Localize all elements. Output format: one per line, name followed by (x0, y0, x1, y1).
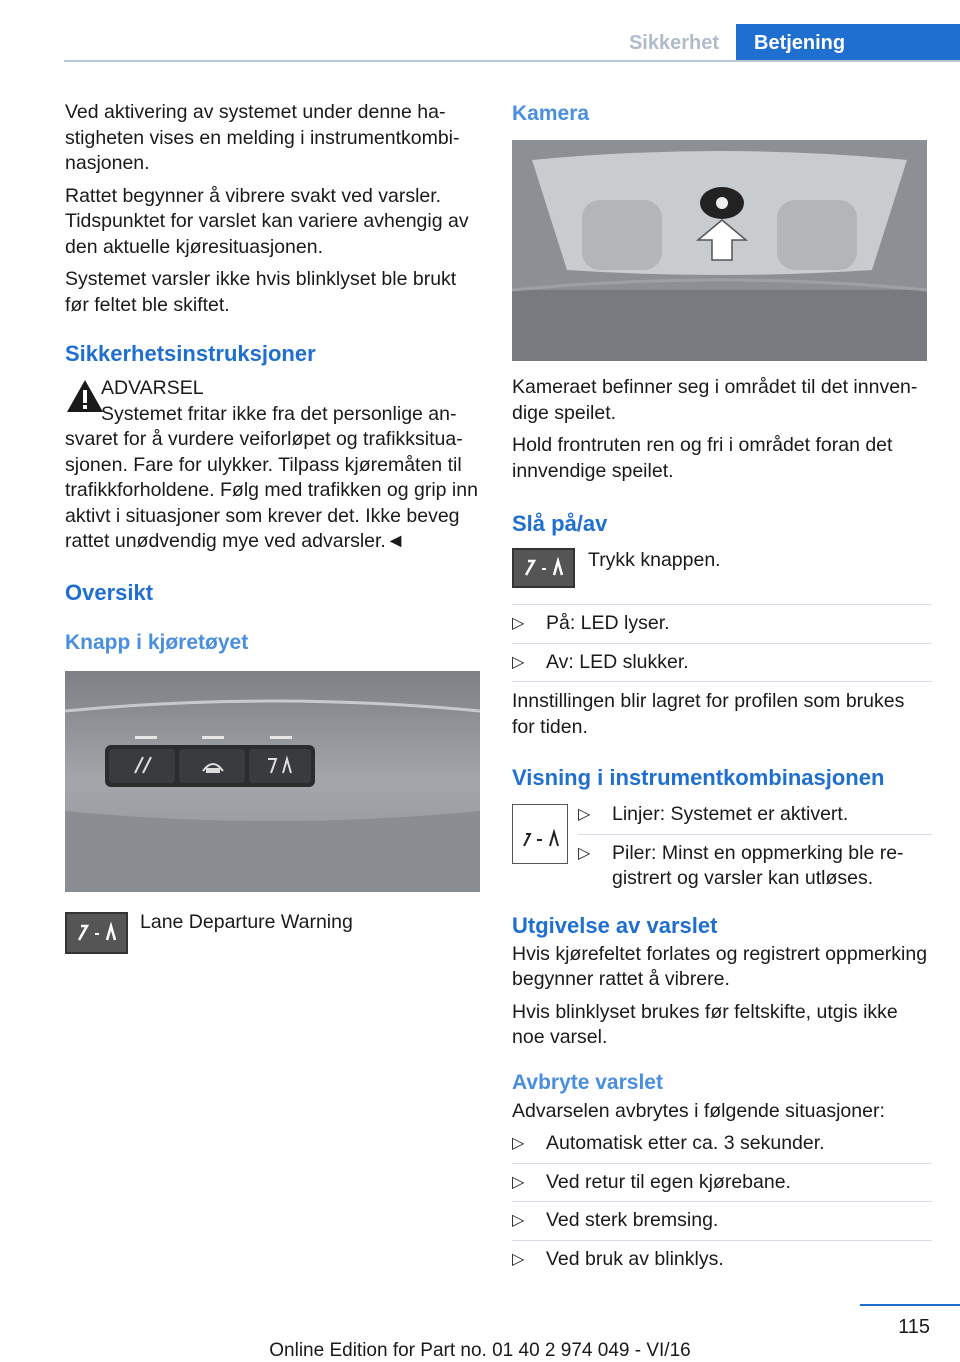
list-item-text: Ved retur til egen kjørebane. (546, 1170, 791, 1193)
heading-overview: Oversikt (65, 579, 154, 605)
list-item (512, 1131, 932, 1164)
warning-triangle-icon (65, 378, 105, 414)
press-button-text: Trykk knappen. (588, 549, 721, 571)
lane-departure-icon (65, 912, 128, 954)
page-number: 115 (898, 1316, 930, 1338)
camera-photo (512, 140, 927, 361)
lane-departure-icon[interactable] (512, 548, 575, 588)
paragraph: Ved aktivering av systemet under denne hastigheten vises en melding i instrumentkombinasjonen. (65, 101, 460, 174)
list-item (578, 841, 932, 892)
button-caption-row (65, 910, 483, 952)
cancel-list (512, 1131, 932, 1272)
paragraph: Hold frontruten ren og fri i området foran det innvendige speilet. (512, 434, 893, 482)
heading-cancel: Avbryte varslet (512, 1070, 663, 1094)
heading-button: Knapp i kjøretøyet (65, 630, 249, 654)
paragraph: Hvis blinklyset brukes før feltskifte, utgis ikke noe varsel. (512, 1000, 898, 1048)
button-caption: Lane Departure Warning (140, 910, 353, 933)
bullet-arrow-icon: ▷ (512, 1135, 525, 1152)
button-photo (65, 671, 480, 892)
list-item-text: Automatisk etter ca. 3 sekunder. (546, 1132, 825, 1154)
list-item (578, 802, 932, 835)
header-divider (64, 60, 960, 62)
display-list (578, 802, 932, 892)
header-active-tab[interactable]: Betjening (736, 24, 960, 62)
bullet-arrow-icon: ▷ (578, 844, 591, 862)
bullet-arrow-icon: ▷ (512, 615, 525, 632)
heading-display: Visning i instrumentkombinasjonen (512, 765, 885, 790)
paragraph: Rattet begynner å vibrere svakt ved varsler. Tidspunktet for varslet kan variere avhengig av den aktuelle kjøresituasjonen. (65, 184, 469, 258)
list-item-text: Av: LED slukker. (546, 650, 689, 673)
left-column (65, 100, 483, 952)
heading-onoff: Slå på/av (512, 511, 608, 536)
paragraph: Systemet varsler ikke hvis blinklyset ble brukt før feltet ble skiftet. (65, 268, 457, 316)
right-column (512, 100, 932, 1279)
footer-divider (860, 1304, 960, 1306)
heading-issue: Utgivelse av varslet (512, 912, 718, 938)
bullet-arrow-icon: ▷ (512, 653, 525, 671)
edition-footer: Online Edition for Part no. 01 40 2 974 049 - VI/16 (269, 1340, 691, 1361)
heading-camera: Kamera (512, 102, 590, 125)
list-item (512, 611, 932, 644)
list-item (512, 1208, 932, 1241)
header-section-tab[interactable]: Sikkerhet (628, 32, 720, 54)
warning-title: ADVARSEL (101, 377, 204, 399)
warning-block (65, 376, 483, 402)
press-button-row (512, 548, 932, 590)
paragraph: Kameraet befinner seg i området til det innvendige speilet. (512, 376, 918, 424)
list-item-text: Piler: Minst en oppmerking ble registrert og varsler kan utløses. (612, 841, 904, 889)
list-item-text: Linjer: Systemet er aktivert. (612, 803, 849, 825)
onoff-list (512, 604, 932, 682)
list-item (512, 650, 932, 683)
list-item (512, 1247, 932, 1273)
list-item-text: Ved sterk bremsing. (546, 1209, 719, 1231)
heading-safety: Sikkerhetsinstruksjoner (65, 341, 316, 366)
bullet-arrow-icon: ▷ (512, 1173, 525, 1191)
paragraph: Hvis kjørefeltet forlates og registrert oppmerking begynner rattet å vibrere. (512, 942, 928, 990)
cluster-lines-icon (512, 804, 568, 864)
list-item-text: På: LED lyser. (546, 612, 670, 634)
list-item-text: Ved bruk av blinklys. (546, 1247, 724, 1270)
paragraph: Innstillingen blir lagret for profilen som brukes for tiden. (512, 690, 905, 738)
bullet-arrow-icon: ▷ (512, 1212, 525, 1229)
warning-text (65, 402, 483, 555)
paragraph: Advarselen avbrytes i følgende situasjoner: (512, 1099, 885, 1122)
display-block (512, 802, 932, 892)
bullet-arrow-icon: ▷ (578, 806, 591, 823)
bullet-arrow-icon: ▷ (512, 1250, 525, 1268)
list-item (512, 1170, 932, 1203)
warning-text-body: Systemet fritar ikke fra det personlige ansvaret for å vurdere veiforløpet og trafikksituasjonen. Fare for ulykker. Tilpass kjøremåten til trafikkforholdene. Følg med trafikken og grip inn aktivt i situasjoner som krever det. Ikke beveg rattet unødvendig mye ved advarsler.◄ (65, 402, 478, 552)
